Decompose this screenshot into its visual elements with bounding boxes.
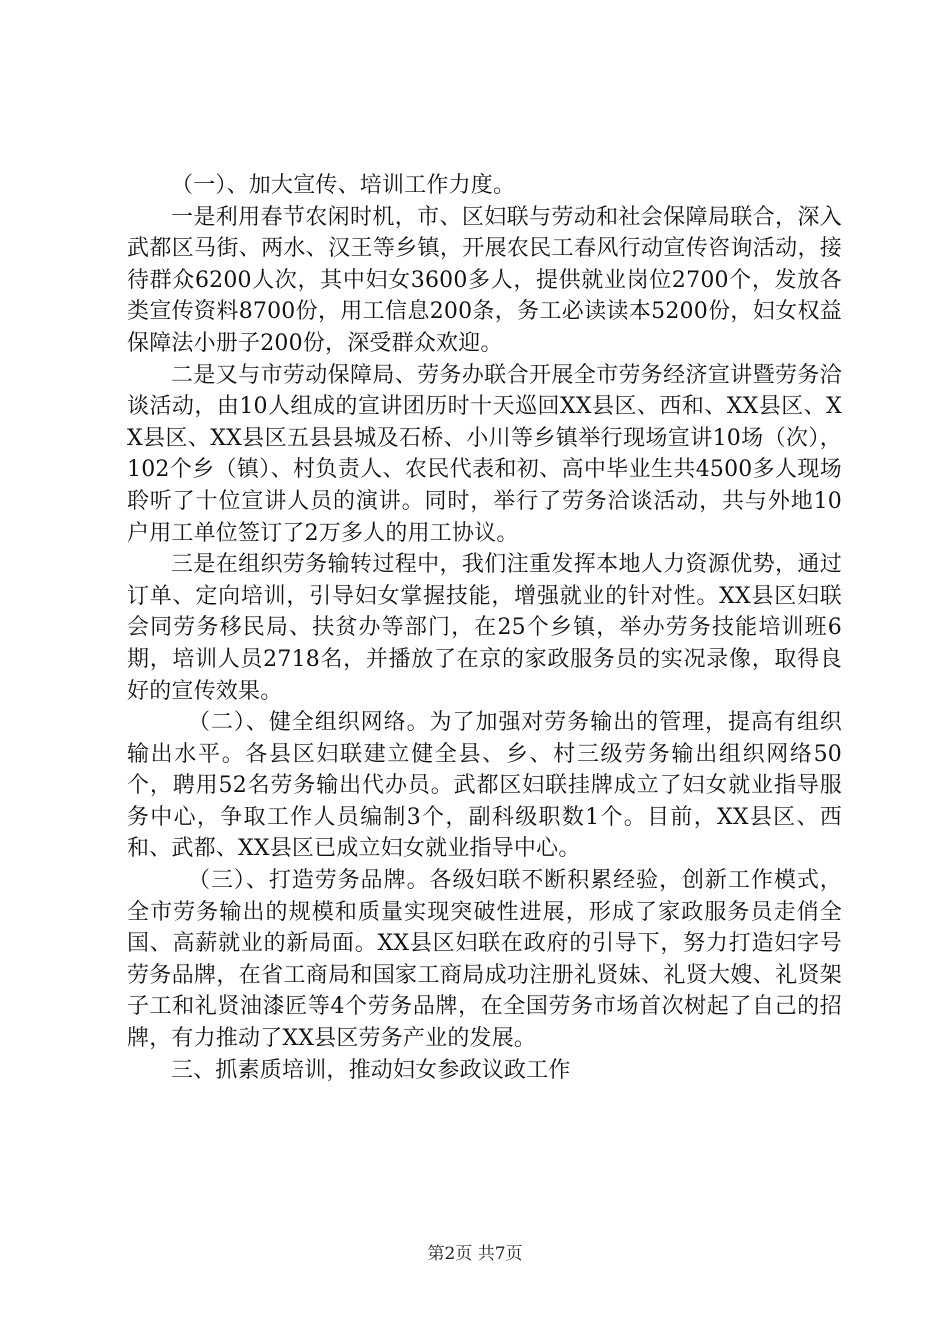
paragraph-organization-network: （二）、健全组织网络。为了加强对劳务输出的管理，提高有组织输出水平。各县区妇联建立健全县、乡、村三级劳务输出组织网络50个，聘用52名劳务输出代办员。武都区妇联挂牌成立了妇女就业指导服务中心，争取工作人员编制3个，副科级职数1个。目前，XX县区、西和、武都、XX县区已成立妇女就业指导中心。 <box>127 710 842 862</box>
section-heading-quality-training: 三、抓素质培训，推动妇女参政议政工作 <box>171 1057 571 1083</box>
paragraph-labor-brand: （三）、打造劳务品牌。各级妇联不断积累经验，创新工作模式，全市劳务输出的规模和质量实现突破性进展，形成了家政服务员走俏全国、高薪就业的新局面。XX县区妇联在政府的引导下，努力打造妇字号劳务品牌，在省工商局和国家工商局成功注册礼贤妹、礼贤大嫂、礼贤架子工和礼贤油漆匠等4个劳务品牌，在全国劳务市场首次树起了自己的招牌，有力推动了XX县区劳务产业的发展。 <box>127 868 842 1052</box>
section-heading-publicity-training: （一）、加大宣传、培训工作力度。 <box>171 173 516 198</box>
paragraph-spring-festival-campaign: 一是利用春节农闲时机，市、区妇联与劳动和社会保障局联合，深入武都区马街、两水、汉王等乡镇，开展农民工春风行动宣传咨询活动，接待群众6200人次，其中妇女3600多人，提供就业岗位2700个，发放各类宣传资料8700份，用工信息200条，务工必读读本5200份，妇女权益保障法小册子200份，深受群众欢迎。 <box>127 204 842 356</box>
paragraph-skills-training: 三是在组织劳务输转过程中，我们注重发挥本地人力资源优势，通过订单、定向培训，引导妇女掌握技能，增强就业的针对性。XX县区妇联会同劳务移民局、扶贫办等部门，在25个乡镇，举办劳务技能培训班6期，培训人员2718名，并播放了在京的家政服务员的实况录像，取得良好的宣传效果。 <box>127 552 842 704</box>
page-number: 第2页 共7页 <box>427 1244 523 1264</box>
paragraph-labor-economy-lectures: 二是又与市劳动保障局、劳务办联合开展全市劳务经济宣讲暨劳务洽谈活动，由10人组成的宣讲团历时十天巡回XX县区、西和、XX县区、XX县区、XX县区五县县城及石桥、小川等乡镇举行现场宣讲10场（次），102个乡（镇）、村负责人、农民代表和初、高中毕业生共4500多人现场聆听了十位宣讲人员的演讲。同时，举行了劳务洽谈活动，共与外地10户用工单位签订了2万多人的用工协议。 <box>127 362 842 546</box>
document-body <box>127 170 842 1086</box>
